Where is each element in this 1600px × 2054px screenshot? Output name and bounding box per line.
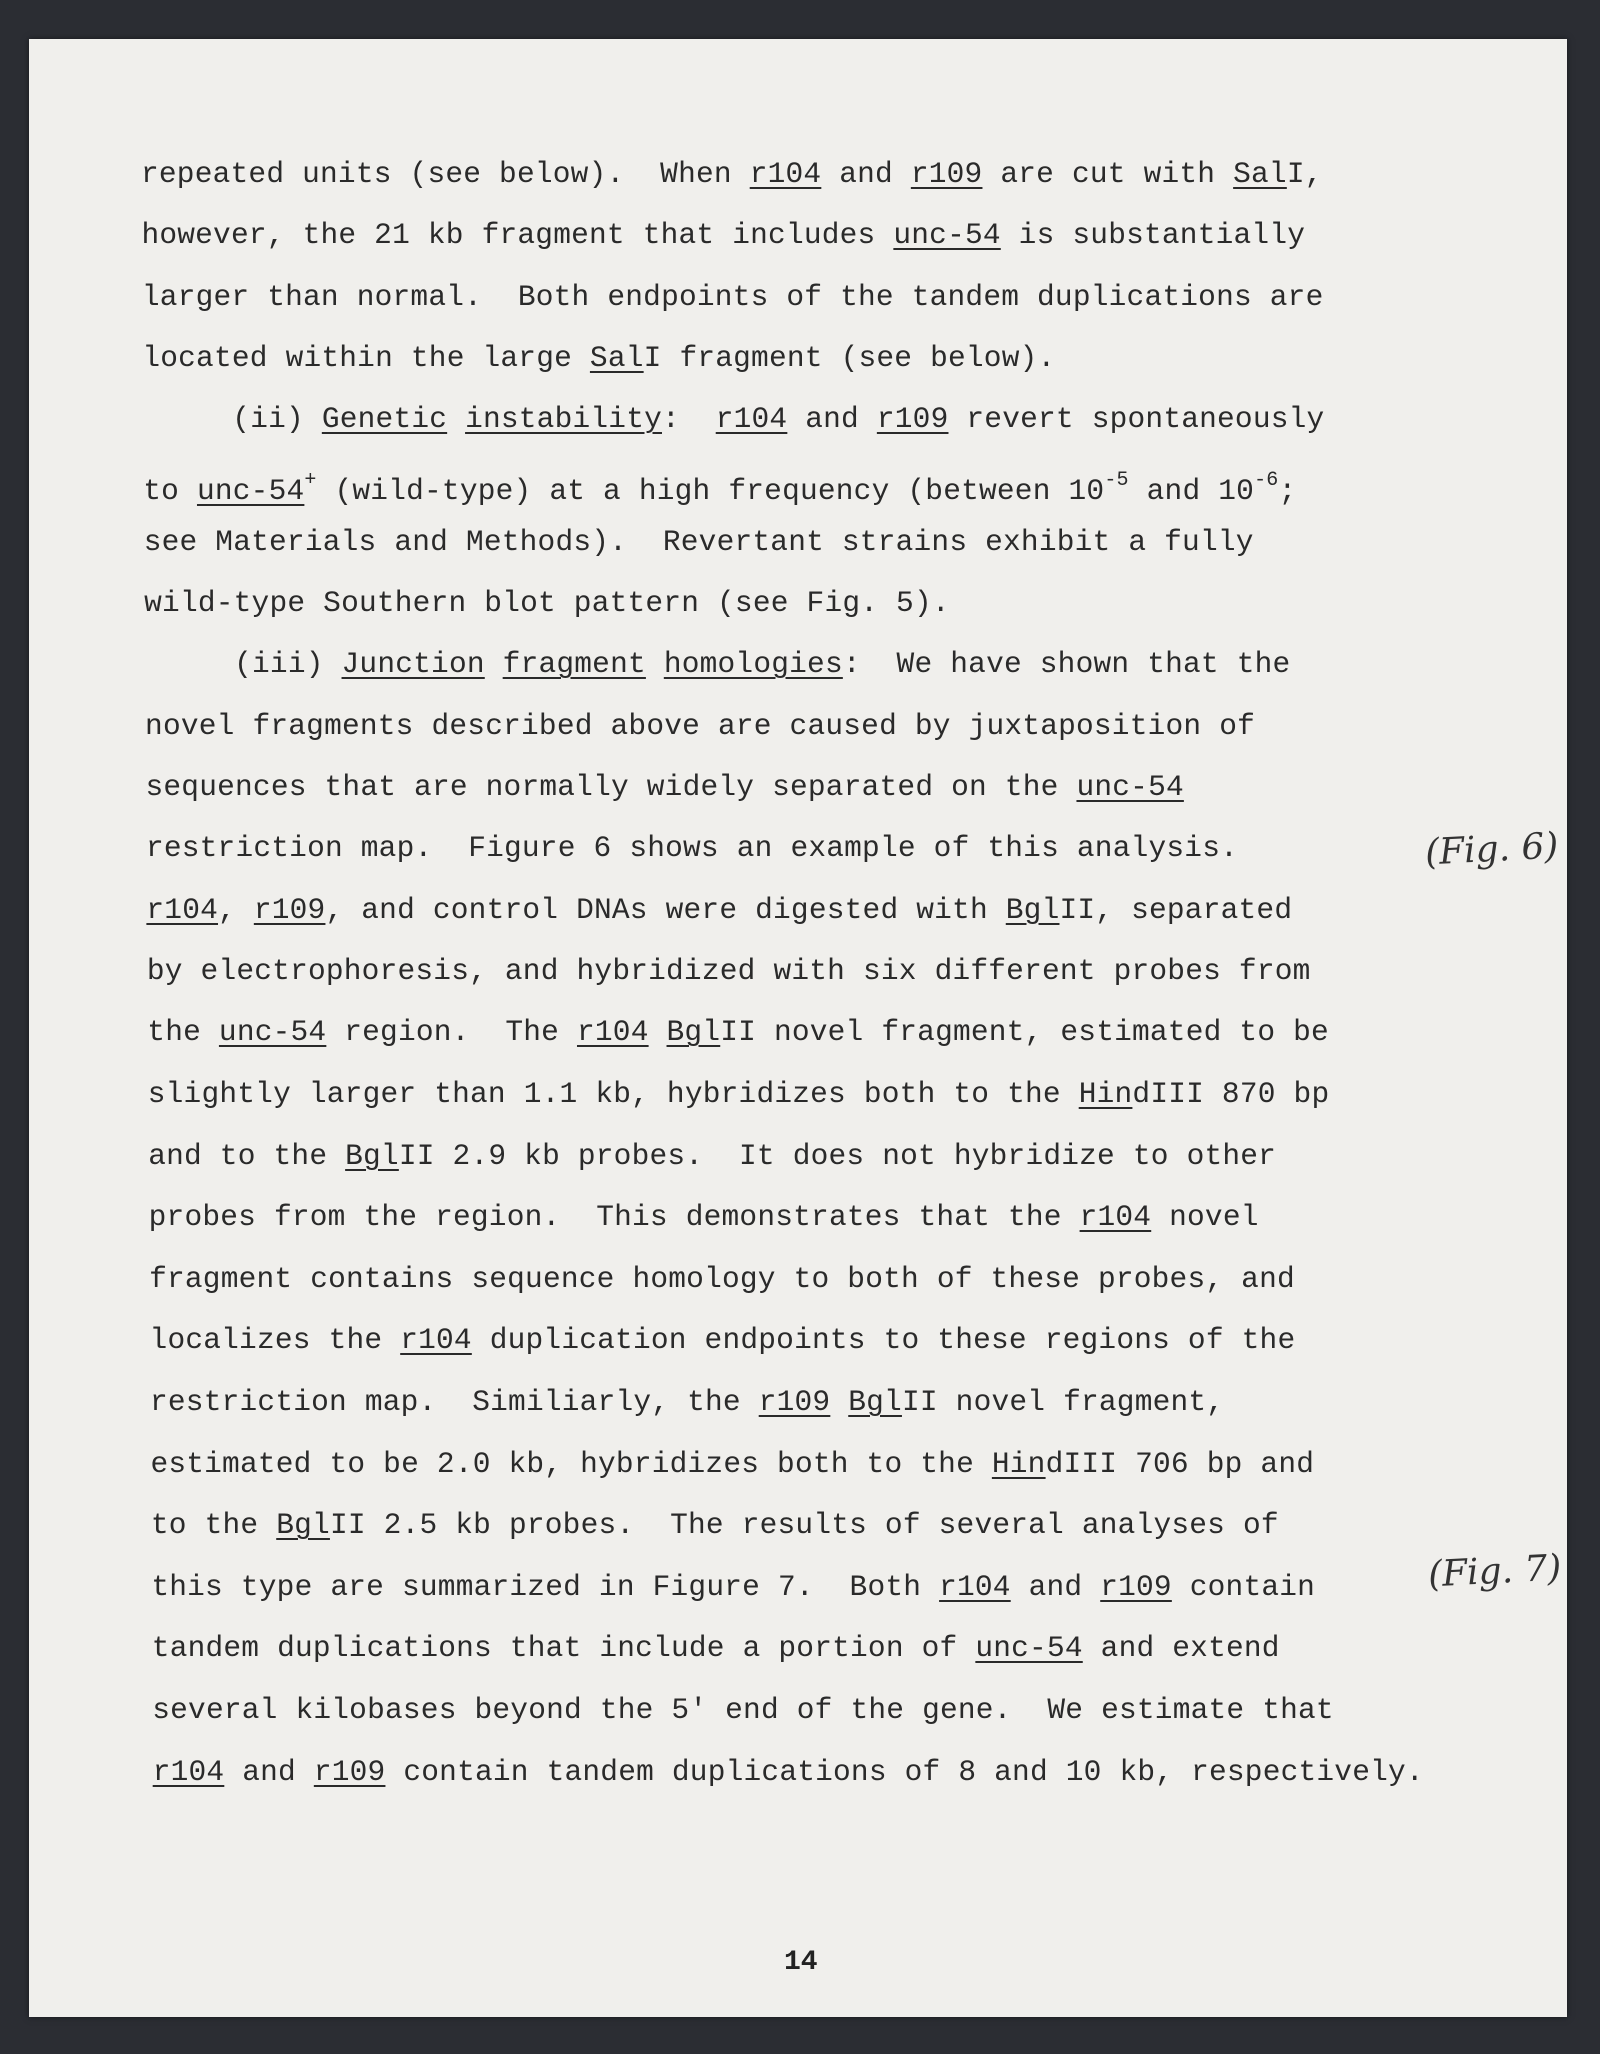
text-line	[147, 1014, 1329, 1050]
text-run: tandem duplications that include a portion of	[151, 1631, 976, 1666]
underlined-term: r109	[313, 1754, 386, 1789]
underlined-term: Sal	[589, 340, 644, 375]
underlined-term: Bgl	[666, 1015, 721, 1050]
document-page	[29, 39, 1567, 2017]
underlined-term: unc-54	[975, 1631, 1083, 1666]
text-run: contain tandem duplications of 8 and 10 kb, respectively.	[385, 1754, 1424, 1789]
text-line	[143, 401, 1325, 437]
text-line	[143, 463, 1296, 509]
page-number: 14	[784, 1947, 818, 1978]
text-run: and	[787, 402, 877, 437]
text-line	[152, 1630, 1280, 1666]
underlined-term: r109	[758, 1385, 831, 1419]
underlined-term: Hin	[991, 1446, 1046, 1481]
underlined-term: r109	[1100, 1569, 1172, 1604]
text-run: revert spontaneously	[948, 402, 1325, 437]
text-run: :	[662, 402, 716, 437]
text-run: and	[821, 157, 911, 191]
text-run: larger than normal. Both endpoints of the tandem duplications are	[141, 279, 1324, 314]
text-run: II 2.5 kb probes. The results of several analyses of	[329, 1508, 1279, 1543]
underlined-term: Bgl	[848, 1385, 902, 1419]
text-run: are cut with	[982, 157, 1234, 191]
text-run: and	[1010, 1569, 1101, 1604]
underlined-term: r109	[253, 892, 326, 927]
text-run	[447, 402, 465, 436]
underlined-term: Hin	[1078, 1077, 1133, 1111]
underlined-term: r109	[910, 157, 983, 191]
text-line	[151, 1507, 1279, 1543]
text-run: (iii)	[144, 647, 342, 682]
text-run: and to the	[148, 1138, 346, 1173]
underlined-term: Genetic	[321, 402, 448, 437]
text-run: the	[147, 1015, 219, 1050]
text-run: duplication endpoints to these regions of the	[471, 1323, 1296, 1358]
text-run: to the	[150, 1508, 277, 1543]
text-line	[142, 279, 1324, 315]
superscript: +	[304, 468, 317, 492]
text-run	[485, 647, 503, 681]
underlined-term: Bgl	[1005, 892, 1060, 927]
text-run: this type are summarized in Figure 7. Both	[151, 1569, 940, 1604]
superscript: -5	[1104, 468, 1129, 492]
underlined-term: unc-54	[196, 473, 305, 508]
text-line	[152, 1692, 1334, 1728]
underlined-term: unc-54	[893, 218, 1001, 253]
text-line	[147, 953, 1311, 989]
text-line	[148, 1138, 1276, 1174]
text-line	[146, 769, 1184, 805]
text-run: I fragment (see below).	[643, 340, 1056, 375]
underlined-term: Bgl	[276, 1508, 330, 1543]
underlined-term: r104	[146, 892, 219, 927]
text-run: wild-type Southern blot pattern (see Fig. 5).	[144, 586, 950, 621]
text-run: contain	[1171, 1569, 1316, 1604]
text-run: localizes the	[149, 1323, 401, 1358]
text-run	[646, 647, 664, 681]
text-line	[150, 1446, 1314, 1482]
text-run: dIII 706 bp and	[1045, 1446, 1315, 1481]
underlined-term: Junction	[341, 647, 485, 682]
text-run: probes from the region. This demonstrates that the	[148, 1200, 1080, 1235]
text-run: by electrophoresis, and hybridized with six different probes from	[146, 953, 1311, 988]
underlined-term: r104	[152, 1754, 225, 1789]
text-line	[153, 1754, 1424, 1790]
text-run: (wild-type) at a high frequency (between 10	[316, 473, 1105, 508]
underlined-term: r104	[939, 1569, 1011, 1604]
text-line	[145, 646, 1291, 682]
text-line	[149, 1199, 1259, 1235]
underlined-term: unc-54	[1076, 770, 1184, 804]
text-run: estimated to be 2.0 kb, hybridizes both to the	[150, 1446, 992, 1481]
text-run: repeated units (see below). When	[141, 157, 750, 191]
text-line	[141, 217, 1305, 253]
underlined-term: r104	[715, 402, 788, 437]
text-run: I,	[1286, 157, 1323, 191]
underlined-term: r104	[1079, 1200, 1152, 1235]
text-run: slightly larger than 1.1 kb, hybridizes both to the	[147, 1077, 1079, 1111]
text-line	[142, 340, 1055, 376]
text-run: dIII 870 bp	[1132, 1077, 1330, 1111]
text-line	[150, 1322, 1296, 1358]
text-run: to	[143, 473, 197, 508]
text-run: located within the large	[142, 340, 590, 375]
text-run: region. The	[326, 1015, 577, 1050]
text-line	[144, 524, 1254, 560]
underlined-term: homologies	[663, 647, 843, 682]
text-line	[145, 708, 1255, 744]
superscript: -6	[1254, 468, 1279, 492]
underlined-term: Sal	[1233, 157, 1287, 191]
text-run: however, the 21 kb fragment that includes	[141, 218, 894, 253]
underlined-term: r104	[400, 1323, 472, 1358]
text-run: , and control DNAs were digested with	[325, 892, 1006, 927]
text-run: II, separated	[1059, 892, 1293, 927]
underlined-term: Bgl	[345, 1138, 399, 1173]
text-run: sequences that are normally widely separated on the	[145, 770, 1077, 804]
underlined-term: fragment	[502, 647, 646, 682]
text-line	[146, 830, 1238, 866]
text-line	[141, 156, 1323, 192]
underlined-term: instability	[465, 402, 662, 437]
handwritten-note-fig6: (Fig. 6)	[1424, 825, 1560, 874]
text-run: is substantially	[1000, 218, 1306, 253]
text-run: (ii)	[142, 402, 322, 437]
text-run	[649, 1015, 667, 1049]
underlined-term: r104	[749, 157, 822, 191]
text-run: novel	[1151, 1200, 1259, 1235]
text-line	[148, 1076, 1330, 1112]
text-run: fragment contains sequence homology to both of these probes, and	[149, 1261, 1295, 1296]
text-run: II 2.9 kb probes. It does not hybridize to other	[398, 1138, 1277, 1173]
text-run: restriction map. Figure 6 shows an example of this analysis.	[145, 831, 1239, 866]
text-run: see Materials and Methods). Revertant strains exhibit a fully	[143, 524, 1254, 559]
text-run: and 10	[1128, 473, 1255, 508]
text-run: and extend	[1082, 1631, 1280, 1666]
text-run: ,	[218, 892, 254, 927]
text-run: and	[224, 1754, 314, 1789]
underlined-term: unc-54	[218, 1015, 327, 1050]
text-run: restriction map. Similiarly, the	[150, 1385, 759, 1419]
underlined-term: r104	[576, 1015, 649, 1050]
text-run: novel fragments described above are caused by juxtaposition of	[145, 708, 1256, 743]
text-line	[150, 1384, 1224, 1420]
text-run: II novel fragment,	[901, 1385, 1225, 1419]
text-line	[146, 892, 1292, 928]
text-run: ;	[1278, 473, 1297, 508]
text-line	[151, 1569, 1315, 1605]
text-run: several kilobases beyond the 5' end of the gene. We estimate that	[152, 1693, 1334, 1727]
text-run: : We have shown that the	[842, 647, 1291, 682]
handwritten-note-fig7: (Fig. 7)	[1427, 1547, 1563, 1596]
text-run: II novel fragment, estimated to be	[720, 1015, 1329, 1050]
underlined-term: r109	[876, 402, 949, 437]
text-line	[144, 585, 950, 621]
text-line	[149, 1261, 1295, 1297]
text-run	[830, 1385, 848, 1419]
